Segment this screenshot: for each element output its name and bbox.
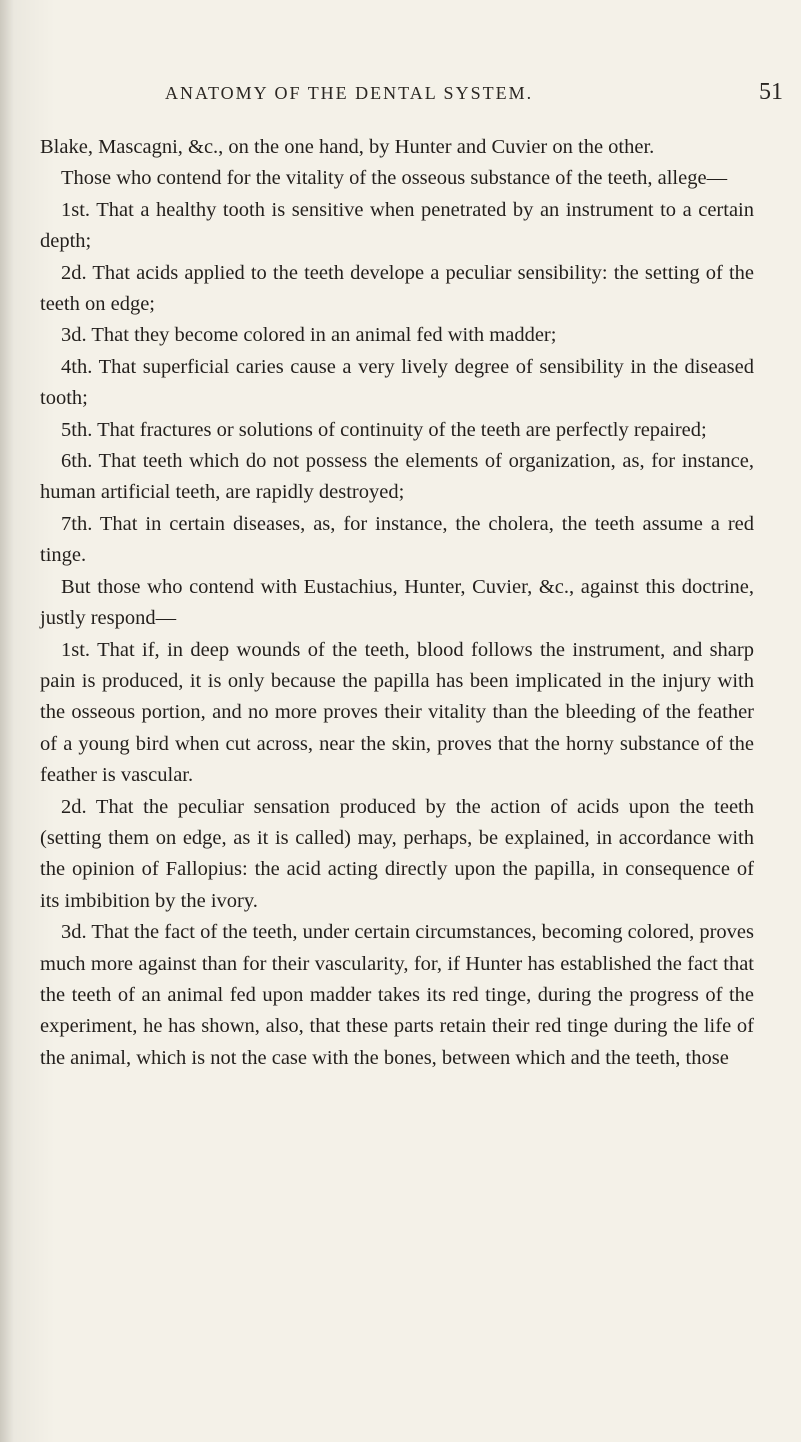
paragraph: Blake, Mascagni, &c., on the one hand, by Hunter and Cuvier on the other. <box>40 136 655 158</box>
paragraph: 3d. That they become colored in an animal fed with madder; <box>61 324 557 347</box>
page-number: 51 <box>759 79 783 105</box>
paragraph: 2d. That the peculiar sensation produced by the action of acids upon the teeth (setting them on edge, as it is called) may, perhaps, be explained, in accordance with the opinion of Fallopius: the acid acting directly upon the papilla, in consequence of its imbibition by the ivory. <box>40 795 754 912</box>
paragraph: Those who contend for the vitality of the osseous substance of the teeth, allege— <box>61 167 728 190</box>
paragraph: 1st. That a healthy tooth is sensitive when penetrated by an instrument to a certain depth; <box>40 198 754 253</box>
paragraph: 5th. That fractures or solutions of continuity of the teeth are perfectly repaired; <box>61 418 707 441</box>
running-header <box>165 79 783 105</box>
paragraph: 7th. That in certain diseases, as, for instance, the cholera, the teeth assume a red tinge. <box>40 512 754 567</box>
paragraph: 1st. That if, in deep wounds of the teeth, blood follows the instrument, and sharp pain is produced, it is only because the papilla has been implicated in the injury with the osseous portion, and no more proves their vitality than the bleeding of the feather of a young bird when cut across, near the skin, proves that the horny substance of the feather is vascular. <box>40 638 754 787</box>
paragraph: 3d. That the fact of the teeth, under certain circumstances, becoming colored, proves much more against than for their vascularity, for, if Hunter has established the fact that the teeth of an animal fed upon madder takes its red tinge, during the progress of the experiment, he has shown, also, that these parts retain their red tinge during the life of the animal, which is not the case with the bones, between which and the teeth, those <box>40 921 754 1069</box>
running-title: ANATOMY OF THE DENTAL SYSTEM. <box>165 83 534 103</box>
body-text <box>40 132 754 1074</box>
paragraph: 2d. That acids applied to the teeth develope a peculiar sensibility: the setting of the teeth on edge; <box>40 261 754 316</box>
paragraph: 6th. That teeth which do not possess the elements of organization, as, for instance, human artificial teeth, are rapidly destroyed; <box>40 450 754 504</box>
paragraph: But those who contend with Eustachius, Hunter, Cuvier, &c., against this doctrine, justly respond— <box>40 575 754 630</box>
paragraph: 4th. That superficial caries cause a very lively degree of sensibility in the diseased tooth; <box>40 355 754 410</box>
binding-gutter <box>0 0 14 1442</box>
